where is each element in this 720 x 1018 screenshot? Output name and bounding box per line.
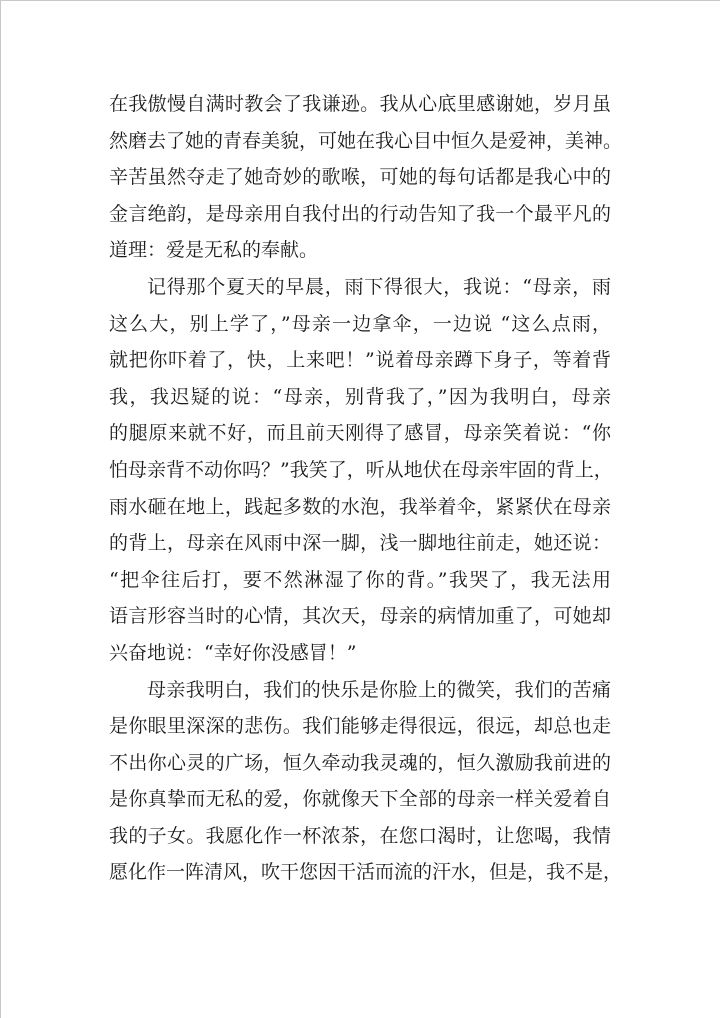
document-body [109, 86, 623, 891]
paragraph-first-line: 母亲我明白，我们的快乐是你脸上的微笑，我们的苦痛 [147, 678, 611, 701]
text-line: 怕母亲背不动你吗？”我笑了，听从地伏在母亲牢固的背上， [109, 458, 613, 481]
text-line: 辛苦虽然夺走了她奇妙的歌喉，可她的每句话都是我心中的 [109, 166, 611, 189]
text-line: 金言绝韵，是母亲用自我付出的行动告知了我一个最平凡的 [109, 202, 611, 225]
page-border-left [0, 0, 1, 1018]
paragraph-first-line: 记得那个夏天的早晨，雨下得很大，我说：“母亲，雨 [147, 275, 611, 298]
text-line: 我的子女。我愿化作一杯浓茶，在您口渴时，让您喝，我情 [109, 824, 611, 847]
text-line: 这么大，别上学了，”母亲一边拿伞，一边说 “这么点雨， [109, 312, 611, 335]
text-line: 我，我迟疑的说：“母亲，别背我了，”因为我明白，母亲 [109, 385, 611, 408]
text-line: 就把你吓着了，快，上来吧！”说着母亲蹲下身子，等着背 [109, 349, 611, 372]
text-line: 然磨去了她的青春美貌，可她在我心目中恒久是爱神，美神。 [109, 129, 623, 152]
text-line: 的背上，母亲在风雨中深一脚，浅一脚地往前走，她还说： [109, 532, 611, 555]
text-line: 语言形容当时的心情，其次天，母亲的病情加重了，可她却 [109, 605, 611, 628]
text-line: 雨水砸在地上，践起多数的水泡，我举着伞，紧紧伏在母亲 [109, 495, 611, 518]
text-line: 愿化作一阵清风，吹干您因干活而流的汗水，但是，我不是， [109, 861, 623, 884]
text-line: 是你眼里深深的悲伤。我们能够走得很远，很远，却总也走 [109, 715, 611, 738]
text-line: 的腿原来就不好，而且前天刚得了感冒，母亲笑着说：“你 [109, 422, 611, 445]
text-line: 不出你心灵的广场，恒久牵动我灵魂的，恒久激励我前进的 [109, 751, 611, 774]
text-line: “把伞往后打，要不然淋湿了你的背。”我哭了，我无法用 [109, 568, 611, 591]
text-line: 兴奋地说：“幸好你没感冒！” [109, 641, 357, 664]
text-line: 在我傲慢自满时教会了我谦逊。我从心底里感谢她，岁月虽 [109, 93, 611, 115]
text-line: 是你真挚而无私的爱，你就像天下全部的母亲一样关爱着自 [109, 788, 611, 811]
text-line: 道理：爱是无私的奉献。 [109, 239, 319, 262]
page-border-top [0, 0, 720, 1]
